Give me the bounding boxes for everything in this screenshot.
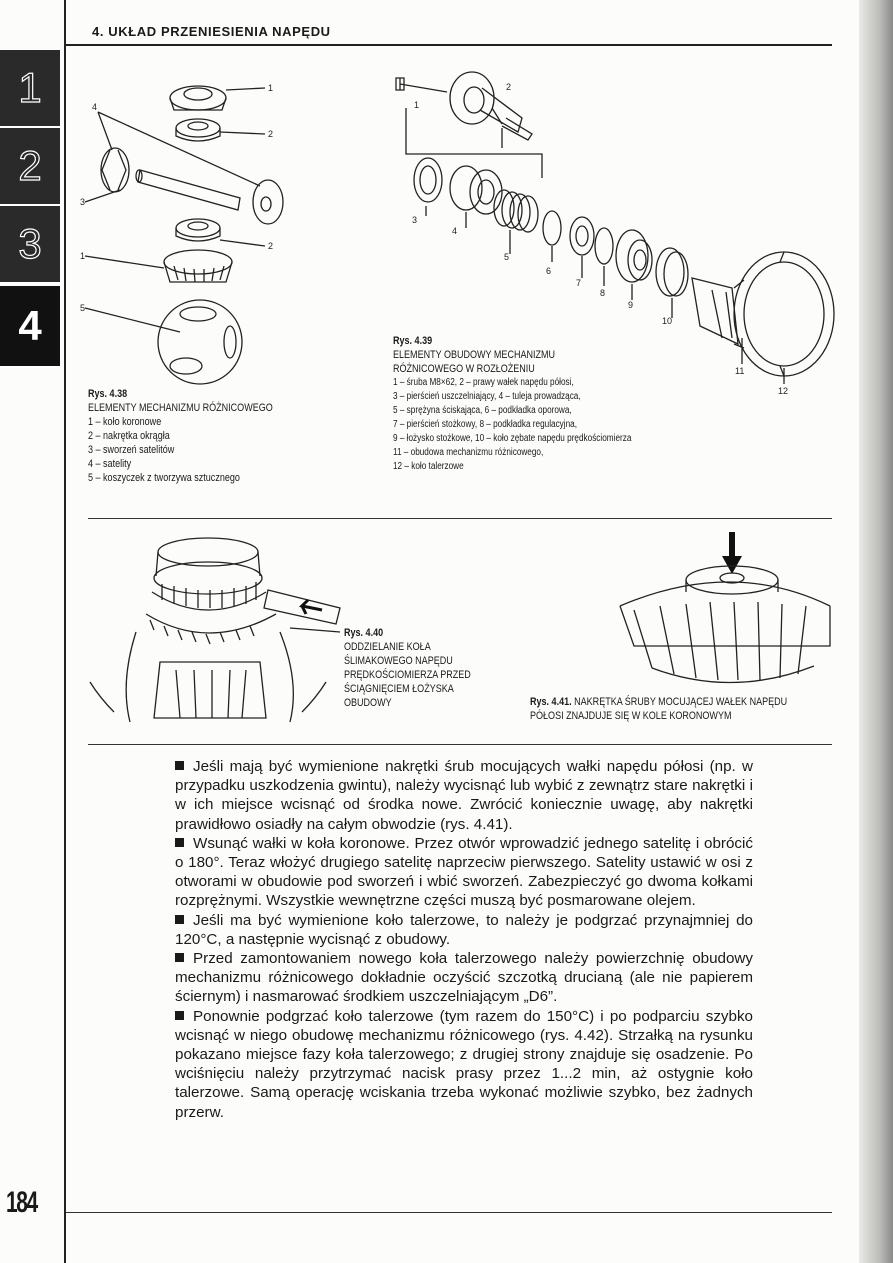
- chapter-tab-3: 3: [0, 206, 60, 284]
- paragraph-2-text: Wsunąć wałki w koła koronowe. Przez otwór wprowadzić jednego satelitę i obrócić o 180°. Teraz włożyć drugiego satelitę naprzeciw pierwszego. Satelity ustawić w osi z otworami w obudowie pod sworzeń i wbić sworzeń. Zabezpieczyć go dwoma kołkami rozprężnymi. Wszystkie wewnętrzne części muszą być posmarowane olejem.: [175, 834, 753, 910]
- crown-gear-top: [170, 86, 226, 110]
- fig-4-41-title-line-2: PÓŁOSI ZNAJDUJE SIĘ W KOLE KORONOWYM: [530, 710, 732, 722]
- fig-4-38-illustration: [80, 70, 310, 390]
- fig-4-39-label-10: 10: [662, 316, 673, 326]
- fig-4-40-title-line-5: OBUDOWY: [344, 697, 392, 709]
- fig-4-39-label-11: 11: [735, 366, 745, 376]
- ring-gear: [734, 252, 834, 376]
- fig-4-39-label-12: 12: [778, 386, 789, 396]
- crown-gear-lower: [164, 250, 232, 282]
- fig-4-38-label-2: 2: [268, 129, 274, 139]
- fig-4-39-label-5: 5: [504, 252, 510, 262]
- fig-4-40-number: Rys. 4.40: [344, 627, 384, 639]
- bullet-marker: [175, 953, 184, 962]
- worm-wheel: [146, 614, 276, 644]
- fig-4-38-caption: [88, 387, 273, 485]
- paragraph-1: [175, 757, 753, 834]
- bullet-marker: [175, 1011, 184, 1020]
- differential-housing: [692, 278, 738, 344]
- fig-4-39-number: Rys. 4.39: [393, 335, 433, 347]
- fig-4-39-label-2: 2: [506, 82, 512, 92]
- chapter-tab-1: 1: [0, 50, 60, 128]
- paragraph-1-text: Jeśli mają być wymienione nakrętki śrub mocujących wałki napędu półosi (np. w przypadku uszkodzenia gwintu), należy wycisnąć lub wybić z zewnątrz stare nakrętki i w ich miejsce wcisnąć od środka nowe. Zwrócić koniecznie uwagę, aby nakrętki prawidłowo osiadły na całym obwodzie (rys. 4.41).: [175, 758, 753, 833]
- fig-4-39-legend-5: 9 – łożysko stożkowe, 10 – koło zębate napędu prędkościomierza: [393, 433, 632, 444]
- crown-gear-nut: [620, 566, 830, 683]
- fig-4-38-label-2b: 2: [268, 241, 274, 251]
- fig-4-39-legend-6: 11 – obudowa mechanizmu różnicowego,: [393, 447, 544, 458]
- tapered-bearing: [616, 230, 652, 282]
- fig-4-38-legend-4: 4 – satelity: [88, 458, 132, 470]
- fig-4-39-label-6: 6: [546, 266, 552, 276]
- fig-4-39-legend-3: 5 – sprężyna ściskająca, 6 – podkładka oporowa,: [393, 405, 572, 416]
- paragraph-3-text: Jeśli ma być wymienione koło talerzowe, to należy je podgrzać przynajmniej do 120°C, a następnie wycisnąć z obudowy.: [175, 911, 753, 948]
- bullet-marker: [175, 761, 184, 770]
- chapter-tab-4-active: 4: [0, 286, 60, 368]
- fig-4-39-legend-7: 12 – koło talerzowe: [393, 461, 464, 472]
- fig-4-39-title-line-1: ELEMENTY OBUDOWY MECHANIZMU: [393, 349, 556, 361]
- fig-4-41-caption: [530, 695, 787, 723]
- fig-4-40-illustration: [90, 532, 350, 727]
- fig-4-39-title-line-2: RÓŻNICOWEGO W ROZŁOŻENIU: [393, 363, 535, 375]
- satellite-pin: [136, 170, 240, 210]
- compression-spring: [494, 190, 538, 232]
- fig-4-39-label-9: 9: [628, 300, 634, 310]
- satellite-gear-right: [253, 180, 283, 224]
- paragraph-4-text: Przed zamontowaniem nowego koła talerzowego należy powierzchnię obudowy mechanizmu różnicowego dokładnie oczyścić szczotką drucianą (ale nie papierem ściernym) i nasmarować środkiem uszczelniającym „D6”.: [175, 950, 753, 1006]
- satellite-gear-left: [101, 148, 129, 192]
- round-nut-lower: [176, 219, 220, 241]
- figures-divider-rule: [88, 518, 832, 519]
- paragraph-5: [175, 1007, 753, 1122]
- fig-4-38-legend-2: 2 – nakrętka okrągła: [88, 430, 170, 442]
- paragraph-3: [175, 911, 753, 949]
- header-rule: [66, 44, 832, 46]
- round-nut-top: [176, 119, 220, 141]
- paragraph-4: [175, 949, 753, 1007]
- fig-4-38-label-5: 5: [80, 303, 86, 313]
- page-edge-shadow: [859, 0, 893, 1263]
- fig-4-38-legend-3: 3 – sworzeń satelitów: [88, 444, 175, 456]
- fig-4-40-title-line-1: ODDZIELANIE KOŁA: [344, 641, 431, 653]
- fig-4-41-illustration: [600, 528, 840, 688]
- paragraph-5-text: Ponownie podgrzać koło talerzowe (tym razem do 150°C) i po podparciu szybko wcisnąć w niego obudowę mechanizmu różnicowego (rys. 4.42). Strzałką na rysunku pokazano miejsce fazy koła talerzowego; z drugiej strony znajduje się osadzenie. Po wciśnięciu należy przytrzymać nacisk prasy przez 1...2 min, aż ostygnie koło talerzowe. Samą operację wciskania trzeba wykonać możliwie szybko, bez żadnych przerw.: [175, 1007, 753, 1121]
- bullet-marker: [175, 838, 184, 847]
- fig-4-38-label-1b: 1: [80, 251, 86, 261]
- section-header: 4. UKŁAD PRZENIESIENIA NAPĘDU: [92, 24, 331, 39]
- fig-4-40-title-line-2: ŚLIMAKOWEGO NAPĘDU: [344, 655, 453, 667]
- fig-4-38-title: ELEMENTY MECHANIZMU RÓŻNICOWEGO: [88, 402, 273, 414]
- press-arrow: [722, 532, 742, 574]
- speedometer-drive-gear: [656, 248, 688, 296]
- fig-4-39-label-8: 8: [600, 288, 606, 298]
- bolt-m8: [396, 78, 447, 92]
- fig-4-38-label-4: 4: [92, 102, 98, 112]
- fig-4-40-caption: [344, 626, 471, 710]
- bullet-marker: [175, 915, 184, 924]
- adjusting-shim: [595, 228, 613, 264]
- sealing-ring: [414, 158, 442, 202]
- text-divider-rule: [88, 744, 832, 745]
- body-text: [175, 757, 753, 1122]
- thrust-washer: [543, 211, 561, 245]
- fig-4-39-label-7: 7: [576, 278, 582, 288]
- half-shaft-right: [450, 72, 532, 140]
- fig-4-39-label-4: 4: [452, 226, 458, 236]
- fig-4-40-title-line-4: ŚCIĄGNIĘCIEM ŁOŻYSKA: [344, 683, 454, 695]
- cone-ring: [570, 217, 594, 255]
- fig-4-39-legend-1: 1 – śruba M8×62, 2 – prawy wałek napędu półosi,: [393, 377, 574, 388]
- fig-4-41-number: Rys. 4.41.: [530, 696, 572, 708]
- fig-4-39-caption: [393, 334, 631, 474]
- footer-rule: [66, 1212, 832, 1213]
- plastic-cage: [158, 300, 242, 384]
- fig-4-39-label-1: 1: [414, 100, 420, 110]
- fig-4-38-number: Rys. 4.38: [88, 388, 128, 400]
- fig-4-39-legend-2: 3 – pierścień uszczelniający, 4 – tuleja prowadząca,: [393, 391, 581, 402]
- fig-4-41-title-line-1: NAKRĘTKA ŚRUBY MOCUJĄCEJ WAŁEK NAPĘDU: [574, 696, 788, 708]
- left-margin-rule: [64, 0, 66, 1263]
- page-number: 184: [6, 1186, 37, 1219]
- fig-4-38-legend-1: 1 – koło koronowe: [88, 416, 162, 428]
- fig-4-38-legend-5: 5 – koszyczek z tworzywa sztucznego: [88, 472, 240, 484]
- paragraph-2: [175, 834, 753, 911]
- fig-4-38-label-1: 1: [268, 83, 274, 93]
- chapter-tab-2: 2: [0, 128, 60, 206]
- bearing-on-housing: [152, 538, 266, 610]
- differential-housing-body: [90, 632, 326, 722]
- fig-4-40-title-line-3: PRĘDKOŚCIOMIERZA PRZED: [344, 669, 471, 681]
- fig-4-39-label-3: 3: [412, 215, 418, 225]
- fig-4-39-legend-4: 7 – pierścień stożkowy, 8 – podkładka regulacyjna,: [393, 419, 578, 430]
- fig-4-38-label-3: 3: [80, 197, 86, 207]
- separator-tool: [264, 590, 340, 624]
